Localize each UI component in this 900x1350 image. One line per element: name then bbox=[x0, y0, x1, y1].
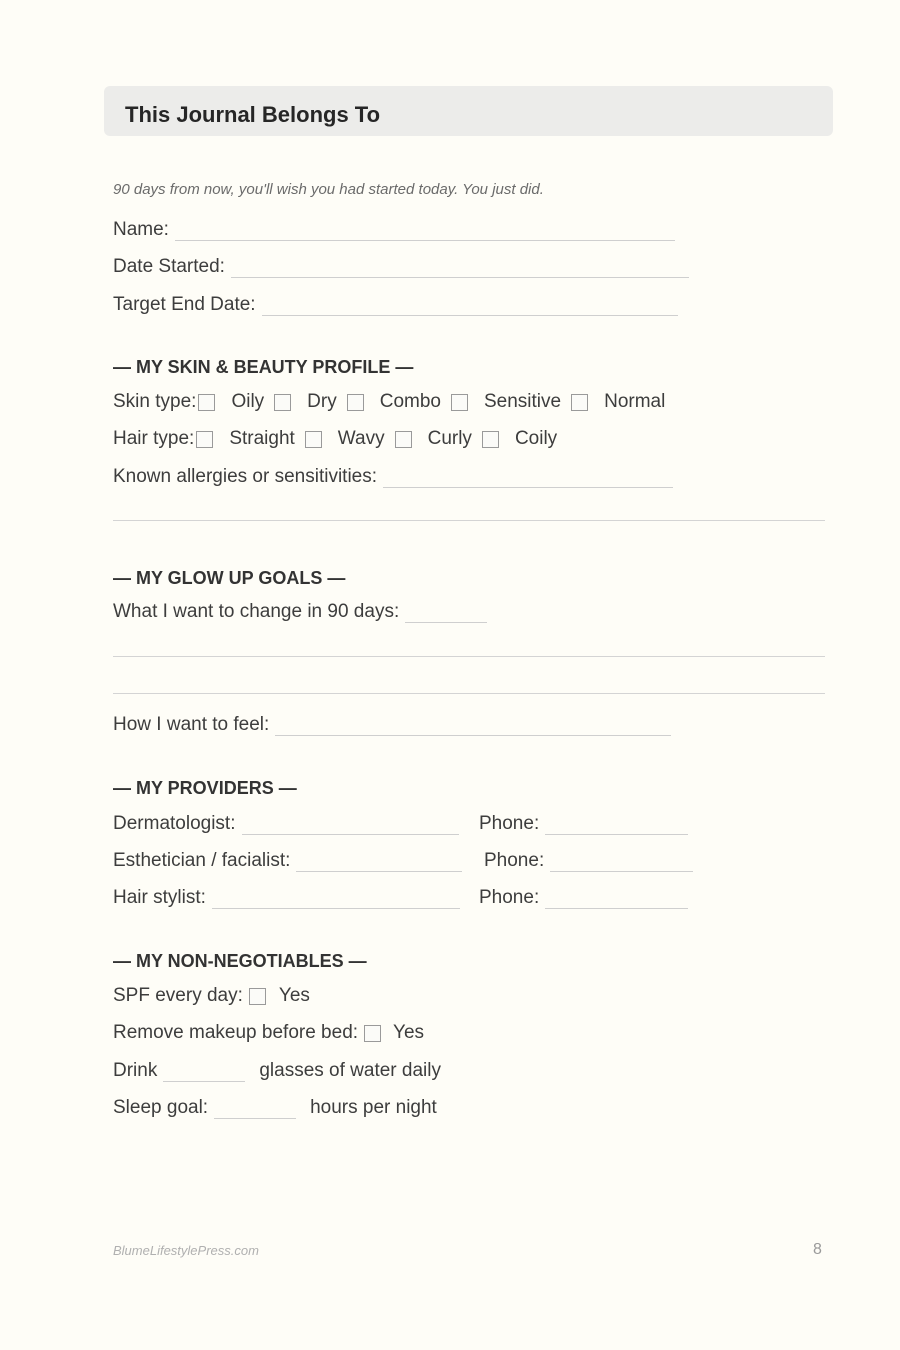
target-end-row bbox=[113, 293, 678, 317]
provider-label-hair-stylist: Hair stylist: bbox=[113, 887, 206, 908]
date-started-field[interactable] bbox=[231, 257, 689, 278]
provider-phone-row bbox=[479, 886, 688, 910]
feel-field[interactable] bbox=[275, 715, 671, 736]
footer-website: BlumeLifestylePress.com bbox=[113, 1243, 259, 1258]
dermatologist-field[interactable] bbox=[242, 814, 459, 835]
option-normal: Normal bbox=[604, 391, 666, 412]
provider-phone-row bbox=[484, 849, 693, 873]
provider-label-dermatologist: Dermatologist: bbox=[113, 813, 236, 834]
checkbox-normal[interactable] bbox=[571, 394, 588, 411]
sleep-hours-field[interactable] bbox=[214, 1098, 296, 1119]
provider-row bbox=[113, 849, 462, 873]
option-combo: Combo bbox=[379, 391, 441, 412]
sleep-suffix: hours per night bbox=[310, 1097, 437, 1118]
change-extra-line-2[interactable] bbox=[113, 693, 825, 694]
option-straight: Straight bbox=[229, 428, 295, 449]
allergies-row bbox=[113, 465, 673, 489]
allergies-field[interactable] bbox=[383, 467, 673, 488]
allergies-extra-line[interactable] bbox=[113, 520, 825, 521]
allergies-label: Known allergies or sensitivities: bbox=[113, 466, 378, 487]
checkbox-wavy[interactable] bbox=[305, 431, 322, 448]
esthetician-phone-field[interactable] bbox=[550, 851, 693, 872]
checkbox-combo[interactable] bbox=[347, 394, 364, 411]
makeup-option: Yes bbox=[393, 1022, 425, 1043]
hair-stylist-field[interactable] bbox=[212, 888, 460, 909]
option-dry: Dry bbox=[307, 391, 337, 412]
name-row bbox=[113, 218, 675, 242]
checkbox-sensitive[interactable] bbox=[451, 394, 468, 411]
provider-label-esthetician: Esthetician / facialist: bbox=[113, 850, 291, 871]
skin-profile-heading: — MY SKIN & BEAUTY PROFILE — bbox=[113, 356, 414, 377]
makeup-row bbox=[113, 1021, 424, 1045]
skin-type-row bbox=[113, 390, 665, 414]
name-field[interactable] bbox=[175, 220, 675, 241]
motivational-quote: 90 days from now, you'll wish you had started today. You just did. bbox=[113, 180, 544, 198]
dermatologist-phone-field[interactable] bbox=[545, 814, 688, 835]
change-extra-line-1[interactable] bbox=[113, 656, 825, 657]
makeup-label: Remove makeup before bed: bbox=[113, 1022, 359, 1043]
date-started-label: Date Started: bbox=[113, 256, 225, 277]
phone-label: Phone: bbox=[479, 813, 540, 834]
water-row bbox=[113, 1059, 441, 1083]
checkbox-oily[interactable] bbox=[198, 394, 215, 411]
provider-row bbox=[113, 886, 460, 910]
header-box bbox=[104, 86, 833, 136]
goals-heading: — MY GLOW UP GOALS — bbox=[113, 567, 346, 588]
date-started-row bbox=[113, 255, 689, 279]
water-glasses-field[interactable] bbox=[163, 1061, 245, 1082]
providers-heading: — MY PROVIDERS — bbox=[113, 777, 297, 798]
feel-label: How I want to feel: bbox=[113, 714, 270, 735]
spf-row bbox=[113, 984, 310, 1008]
target-end-field[interactable] bbox=[262, 295, 678, 316]
skin-type-label: Skin type: bbox=[113, 391, 197, 412]
option-sensitive: Sensitive bbox=[483, 391, 562, 412]
sleep-row bbox=[113, 1096, 437, 1120]
sleep-label: Sleep goal: bbox=[113, 1097, 209, 1118]
page-title: This Journal Belongs To bbox=[125, 102, 381, 127]
provider-row bbox=[113, 812, 459, 836]
checkbox-spf[interactable] bbox=[249, 988, 266, 1005]
checkbox-coily[interactable] bbox=[482, 431, 499, 448]
checkbox-makeup[interactable] bbox=[364, 1025, 381, 1042]
hair-type-label: Hair type: bbox=[113, 428, 195, 449]
option-coily: Coily bbox=[514, 428, 558, 449]
name-label: Name: bbox=[113, 219, 169, 240]
esthetician-field[interactable] bbox=[296, 851, 462, 872]
change-row bbox=[113, 600, 487, 624]
non-negotiables-heading: — MY NON-NEGOTIABLES — bbox=[113, 950, 367, 971]
spf-option: Yes bbox=[278, 985, 310, 1006]
phone-label: Phone: bbox=[484, 850, 545, 871]
spf-label: SPF every day: bbox=[113, 985, 243, 1006]
option-wavy: Wavy bbox=[337, 428, 385, 449]
feel-row bbox=[113, 713, 671, 737]
hair-stylist-phone-field[interactable] bbox=[545, 888, 688, 909]
option-oily: Oily bbox=[231, 391, 265, 412]
page-number: 8 bbox=[813, 1241, 822, 1258]
checkbox-curly[interactable] bbox=[395, 431, 412, 448]
phone-label: Phone: bbox=[479, 887, 540, 908]
drink-suffix: glasses of water daily bbox=[259, 1060, 441, 1081]
drink-label: Drink bbox=[113, 1060, 158, 1081]
option-curly: Curly bbox=[427, 428, 472, 449]
change-label: What I want to change in 90 days: bbox=[113, 601, 400, 622]
checkbox-straight[interactable] bbox=[196, 431, 213, 448]
checkbox-dry[interactable] bbox=[274, 394, 291, 411]
provider-phone-row bbox=[479, 812, 688, 836]
hair-type-row bbox=[113, 427, 557, 451]
target-end-label: Target End Date: bbox=[113, 294, 256, 315]
change-field[interactable] bbox=[405, 602, 487, 623]
